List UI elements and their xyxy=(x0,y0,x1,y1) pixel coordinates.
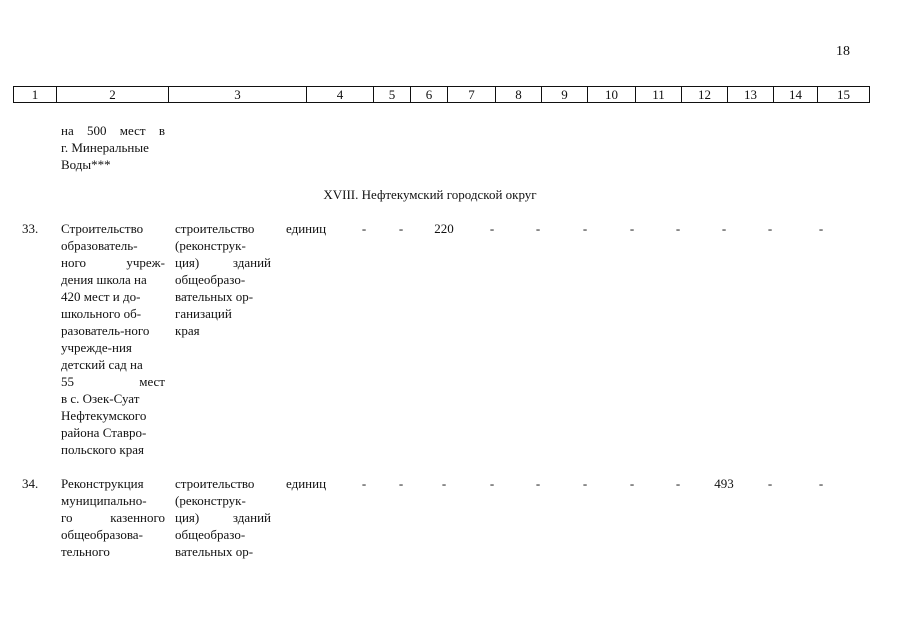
value-cell: - xyxy=(629,476,635,491)
text-line: Воды*** xyxy=(61,157,111,172)
text-line: строительство xyxy=(175,476,255,491)
text-line: в с. Озек-Суат xyxy=(61,391,140,406)
value-cell: - xyxy=(535,476,541,491)
value-cell: - xyxy=(767,476,773,491)
text-line: Нефтекумского xyxy=(61,408,147,423)
text-line: 55 мест xyxy=(61,374,165,389)
text-line: школьного об- xyxy=(61,306,142,321)
text-line: общеобразо- xyxy=(175,527,246,542)
value-cell: 493 xyxy=(714,476,734,491)
value-cell: - xyxy=(535,221,541,236)
text-line: края xyxy=(175,323,200,338)
text-line: учрежде-ния xyxy=(61,340,132,355)
text-line: польского края xyxy=(61,442,144,457)
object-name xyxy=(61,475,165,560)
value-cell: 220 xyxy=(434,221,454,236)
header-cell: 6 xyxy=(411,87,448,103)
value-cell: - xyxy=(582,476,588,491)
activity-type xyxy=(175,475,271,560)
header-cell: 3 xyxy=(169,87,307,103)
text-line: ция) зданий xyxy=(175,510,271,525)
header-cell: 4 xyxy=(307,87,374,103)
object-name xyxy=(61,220,165,458)
header-row xyxy=(14,87,870,103)
header-cell: 13 xyxy=(728,87,774,103)
value-cell: - xyxy=(398,221,404,236)
value-cell: - xyxy=(629,221,635,236)
text-line: вательных ор- xyxy=(175,544,254,559)
text-line: г. Минеральные xyxy=(61,140,149,155)
value-cell: - xyxy=(818,476,824,491)
text-line: (реконструк- xyxy=(175,238,246,253)
text-line: на 500 мест в xyxy=(61,123,165,138)
text-line: ганизаций xyxy=(175,306,232,321)
value-cell: - xyxy=(361,221,367,236)
activity-type xyxy=(175,220,271,339)
value-cell: - xyxy=(489,221,495,236)
text-line: ция) зданий xyxy=(175,255,271,270)
unit: единиц xyxy=(286,476,327,491)
text-line: го казенного xyxy=(61,510,165,525)
header-cell: 7 xyxy=(448,87,496,103)
header-cell: 8 xyxy=(496,87,542,103)
text-line: разователь-ного xyxy=(61,323,150,338)
header-cell: 10 xyxy=(588,87,636,103)
text-line: муниципально- xyxy=(61,493,147,508)
text-line: общеобразо- xyxy=(175,272,246,287)
header-cell: 1 xyxy=(14,87,57,103)
value-cell: - xyxy=(398,476,404,491)
header-cell: 14 xyxy=(774,87,818,103)
text-line: детский сад на xyxy=(61,357,143,372)
text-line: Строительство xyxy=(61,221,144,236)
text-line: Реконструкция xyxy=(61,476,144,491)
column-number-header xyxy=(13,86,870,103)
text-line: строительство xyxy=(175,221,255,236)
header-cell: 5 xyxy=(374,87,411,103)
text-line: района Ставро- xyxy=(61,425,147,440)
value-cell: - xyxy=(361,476,367,491)
text-line: дения школа на xyxy=(61,272,147,287)
text-line: 420 мест и до- xyxy=(61,289,141,304)
unit: единиц xyxy=(286,221,327,236)
header-cell: 11 xyxy=(636,87,682,103)
text-line: вательных ор- xyxy=(175,289,254,304)
value-cell: - xyxy=(818,221,824,236)
continuation-object-name xyxy=(61,122,165,173)
value-cell: - xyxy=(675,221,681,236)
text-line: общеобразова- xyxy=(61,527,143,542)
section-title: XVIII. Нефтекумский городской округ xyxy=(323,187,537,202)
row-number: 34. xyxy=(22,476,39,491)
value-cell: - xyxy=(489,476,495,491)
value-cell: - xyxy=(582,221,588,236)
value-cell: - xyxy=(767,221,773,236)
text-line: тельного xyxy=(61,544,110,559)
header-cell: 9 xyxy=(542,87,588,103)
value-cell: - xyxy=(441,476,447,491)
value-cell: - xyxy=(675,476,681,491)
page-number: 18 xyxy=(836,44,850,59)
header-cell: 2 xyxy=(57,87,169,103)
text-line: (реконструк- xyxy=(175,493,246,508)
text-line: ного учреж- xyxy=(61,255,165,270)
row-number: 33. xyxy=(22,221,39,236)
header-cell: 12 xyxy=(682,87,728,103)
header-cell: 15 xyxy=(818,87,870,103)
value-cell: - xyxy=(721,221,727,236)
text-line: образователь- xyxy=(61,238,138,253)
